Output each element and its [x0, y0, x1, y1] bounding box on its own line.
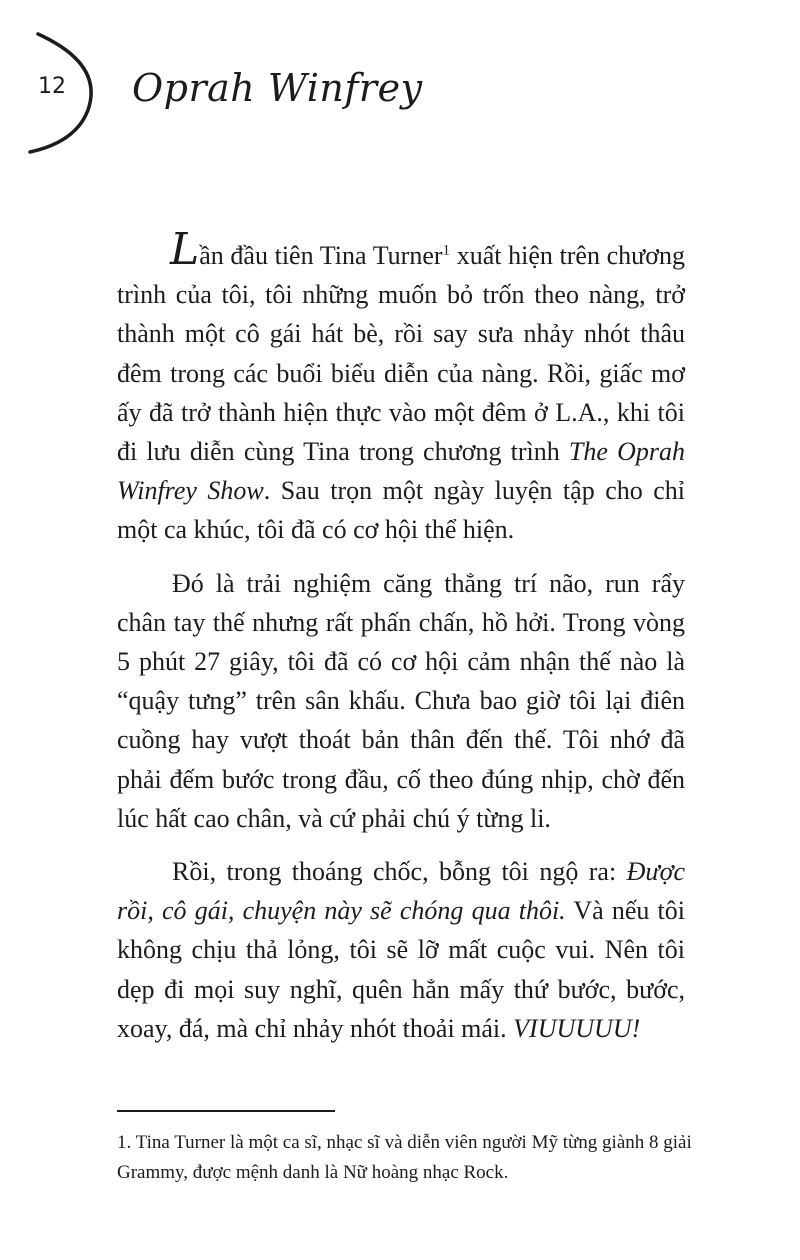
- body-text: [117, 224, 686, 1048]
- paragraph-2: Đó là trải nghiệm căng thẳng trí não, run rẩy chân tay thế nhưng rất phấn chấn, hồ hởi. Trong vòng 5 phút 27 giây, tôi đã có cơ hội cảm nhận thế nào là “quậy tưng” trên sân khấu. Chưa bao giờ tôi lại điên cuồng hay vượt thoát bản thân đến thế. Tôi nhớ đã phải đếm bước trong đầu, cố theo đúng nhịp, chờ đến lúc hất cao chân, và cứ phải chú ý từng li.: [117, 568, 685, 833]
- footnote: 1. Tina Turner là một ca sĩ, nhạc sĩ và diễn viên người Mỹ từng giành 8 giải Grammy, được mệnh danh là Nữ hoàng nhạc Rock.: [117, 1132, 692, 1183]
- page-number: 12: [38, 74, 66, 99]
- exclamation: VIUUUUU!: [513, 1013, 641, 1043]
- footnote-divider: [117, 1110, 335, 1112]
- italic-thought: Được rồi, cô gái, chuyện này sẽ chóng qua thôi.: [117, 857, 685, 926]
- paragraph-3: [117, 852, 685, 1048]
- paragraph-1-text-b: xuất hiện trên chương trình của tôi, tôi những muốn bỏ trốn theo nàng, trở thành một cô gái hát bè, rồi say sưa nhảy nhót thâu đêm trong các buổi biểu diễn của nàng. Rồi, giấc mơ ấy đã trở thành hiện thực vào một đêm ở L.A., khi tôi đi lưu diễn cùng Tina trong chương trình: [117, 241, 685, 467]
- running-head-title: Oprah Winfrey: [132, 66, 423, 110]
- paragraph-3-text-b: Và nếu tôi không chịu thả lỏng, tôi sẽ lỡ mất cuộc vui. Nên tôi dẹp đi mọi suy nghĩ, quên hẳn mấy thứ bước, bước, xoay, đá, mà chỉ nhảy nhót thoải mái.: [117, 896, 685, 1043]
- footnote-reference: 1: [442, 242, 451, 259]
- paragraph-1: [117, 224, 686, 550]
- paragraph-1-text-a: ần đầu tiên Tina Turner: [199, 241, 443, 270]
- drop-cap: L: [170, 224, 200, 275]
- paragraph-3-text-a: Rồi, trong thoáng chốc, bỗng tôi ngộ ra:: [172, 857, 627, 887]
- show-title: The Oprah Winfrey Show: [117, 437, 685, 506]
- paragraph-1-text-c: . Sau trọn một ngày luyện tập cho chỉ một ca khúc, tôi đã có cơ hội thể hiện.: [117, 476, 686, 545]
